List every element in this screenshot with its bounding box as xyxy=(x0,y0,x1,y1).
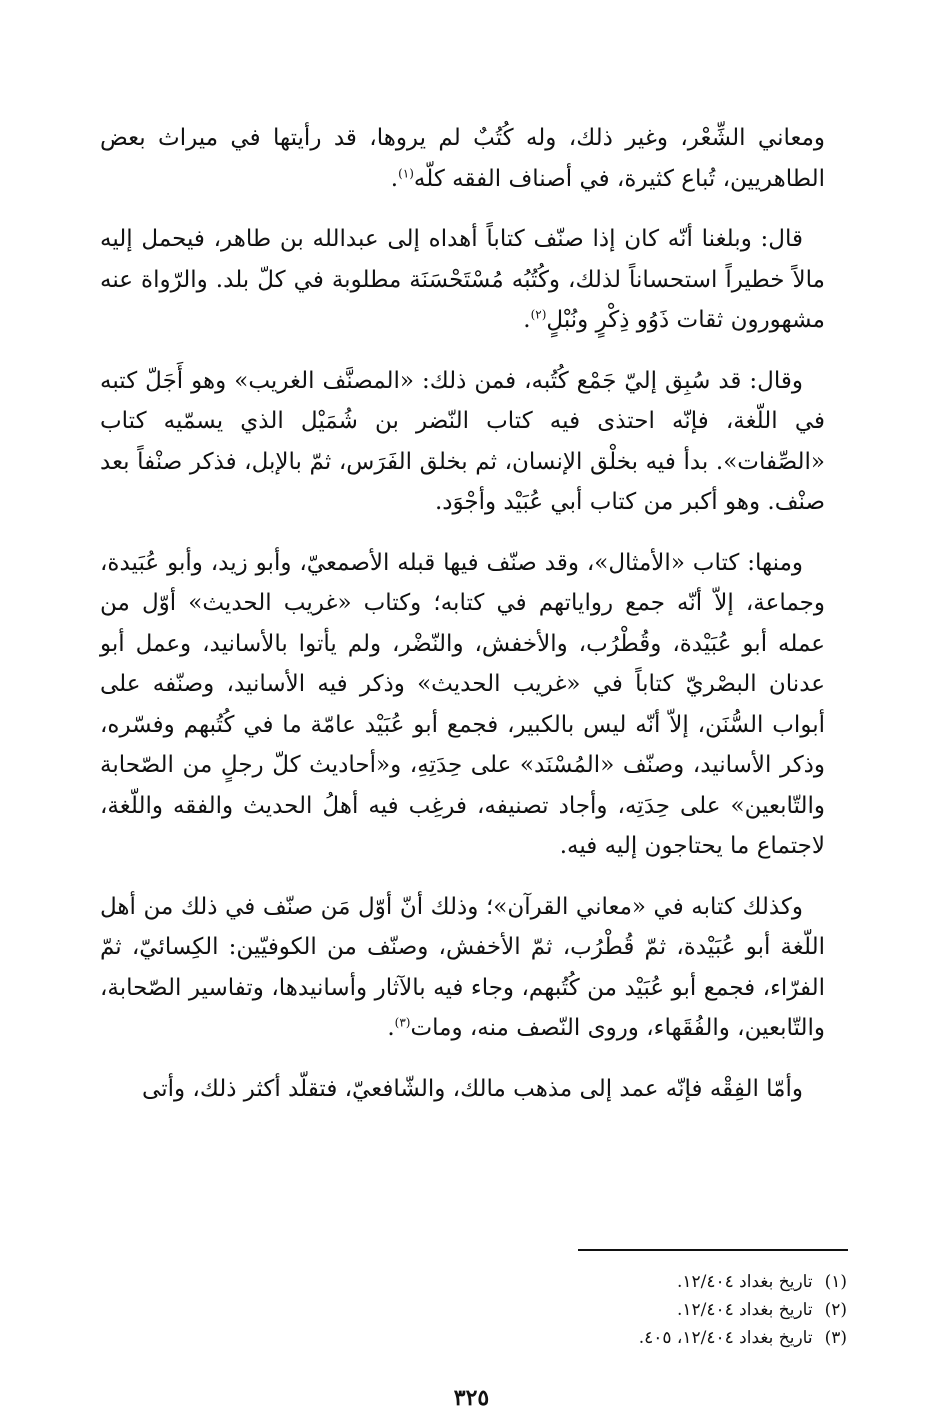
paragraph-text: وأمّا الفِقْه فإنّه عمد إلى مذهب مالك، والشّافعيّ، فتقلّد أكثر ذلك، وأتى xyxy=(142,1075,803,1102)
paragraph-text: وقال: قد سُبِق إليّ جَمْع كُتُبه، فمن ذلك: «المصنَّف الغريب» وهو أَجَلّ كتبه في اللّغة، فإنّه احتذى فيه كتاب النّضر بن شُمَيْل الذي يسمّيه كتاب «الصِّفات». بدأ فيه بخلْق الإنسان، ثم بخلق الفَرَس، ثمّ بالإبل، فذكر صنْفاً بعد صنْف. وهو أكبر من كتاب أبي عُبَيْد وأجْوَد. xyxy=(100,367,825,515)
paragraph-5: وكذلك كتابه في «معاني القرآن»؛ وذلك أنّ أوّل مَن صنّف في ذلك من أهل اللّغة أبو عُبَيْدة، ثمّ قُطْرُب، ثمّ الأخفش، وصنّف من الكوفيّين: الكِسائيّ، ثمّ الفرّاء، فجمع أبو عُبَيْد من كُتُبهم، وجاء فيه بالآثار وأسانيدها، وتفاسير الصّحابة، والتّابعين، والفُقَهاء، وروى النّصف منه، ومات$^{(٣)}$. xyxy=(100,893,825,1041)
paragraph-text: ومنها: كتاب «الأمثال»، وقد صنّف فيها قبله الأصمعيّ، وأبو زيد، وأبو عُبَيدة، وجماعة، إلاّ أنّه جمع رواياتهم في كتابه؛ وكتاب «غريب الحديث» أوّل من عمله أبو عُبَيْدة، وقُطْرُب، والأخفش، والنّضْر، ولم يأتوا بالأسانيد، وعمل أبو عدنان البصْريّ كتاباً في «غريب الحديث» وذكر فيه الأسانيد، وصنّفه على أبواب السُّنَن، إلاّ أنّه ليس بالكبير، فجمع أبو عُبَيْد عامّة ما في كُتُبهم وفسّره، وذكر الأسانيد، وصنّف «المُسْنَد» على حِدَتِهِ، و«أحاديث كلّ رجلٍ من الصّحابة والتّابعين» على حِدَتِه، وأجاد تصنيفه، فرغِب فيه أهلُ الحديث والفقه واللّغة، لاجتماع ما يحتاجون إليه فيه. xyxy=(100,549,825,859)
footnotes xyxy=(447,1268,847,1352)
footnote-2 xyxy=(447,1296,847,1324)
paragraph-6 xyxy=(100,1069,825,1110)
paragraph-text: ومعاني الشِّعْر، وغير ذلك، وله كُتُبٌ لم يروها، قد رأيتها في ميراث بعض الطاهريين، تُباع كثيرة، في أصناف الفقه كلّه xyxy=(100,125,825,192)
main-text xyxy=(100,118,825,1109)
paragraph-2: قال: وبلغنا أنّه كان إذا صنّف كتاباً أهداه إلى عبدالله بن طاهر، فيحمل إليه مالاً خطيراً استحساناً لذلك، وكُتُبُه مُسْتَحْسَنَة مطلوبة في كلّ بلد. والرّواة عنه مشهورون ثقات ذَوُو ذِكْرٍ ونُبْلٍ$^{(٢)}$. xyxy=(100,226,825,333)
footnote-ref-3[interactable]: (٣) xyxy=(394,1015,411,1030)
footnote-divider xyxy=(578,1249,848,1251)
footnote-number: (٣) xyxy=(824,1328,847,1348)
paragraph-3 xyxy=(100,361,825,523)
page-number: ٣٢٥ xyxy=(453,1385,490,1411)
paragraph-1: ومعاني الشِّعْر، وغير ذلك، وله كُتُبٌ لم يروها، قد رأيتها في ميراث بعض الطاهريين، تُباع كثيرة، في أصناف الفقه كلّه$^{(١)}$. xyxy=(100,125,825,192)
footnote-ref-2[interactable]: (٢) xyxy=(530,307,547,322)
footnote-3 xyxy=(447,1324,847,1352)
footnote-ref-1[interactable]: (١) xyxy=(398,165,414,180)
footnote-text: تاريخ بغداد ١٢/٤٠٤. xyxy=(676,1272,813,1292)
footnote-1 xyxy=(447,1268,847,1296)
footnote-number: (٢) xyxy=(824,1300,847,1320)
paragraph-4 xyxy=(100,543,825,867)
footnote-text: تاريخ بغداد ١٢/٤٠٤، ٤٠٥. xyxy=(638,1328,813,1348)
book-page xyxy=(0,118,943,1411)
footnote-number: (١) xyxy=(824,1272,847,1292)
footnote-text: تاريخ بغداد ١٢/٤٠٤. xyxy=(676,1300,813,1320)
paragraph-text: وكذلك كتابه في «معاني القرآن»؛ وذلك أنّ أوّل مَن صنّف في ذلك من أهل اللّغة أبو عُبَيْدة، ثمّ قُطْرُب، ثمّ الأخفش، وصنّف من الكوفيّين: الكِسائيّ، ثمّ الفرّاء، فجمع أبو عُبَيْد من كُتُبهم، وجاء فيه بالآثار وأسانيدها، وتفاسير الصّحابة، والتّابعين، والفُقَهاء، وروى النّصف منه، ومات xyxy=(100,893,825,1041)
paragraph-text: قال: وبلغنا أنّه كان إذا صنّف كتاباً أهداه إلى عبدالله بن طاهر، فيحمل إليه مالاً خطيراً استحساناً لذلك، وكُتُبُه مُسْتَحْسَنَة مطلوبة في كلّ بلد. والرّواة عنه مشهورون ثقات ذَوُو ذِكْرٍ ونُبْلٍ xyxy=(100,226,825,333)
